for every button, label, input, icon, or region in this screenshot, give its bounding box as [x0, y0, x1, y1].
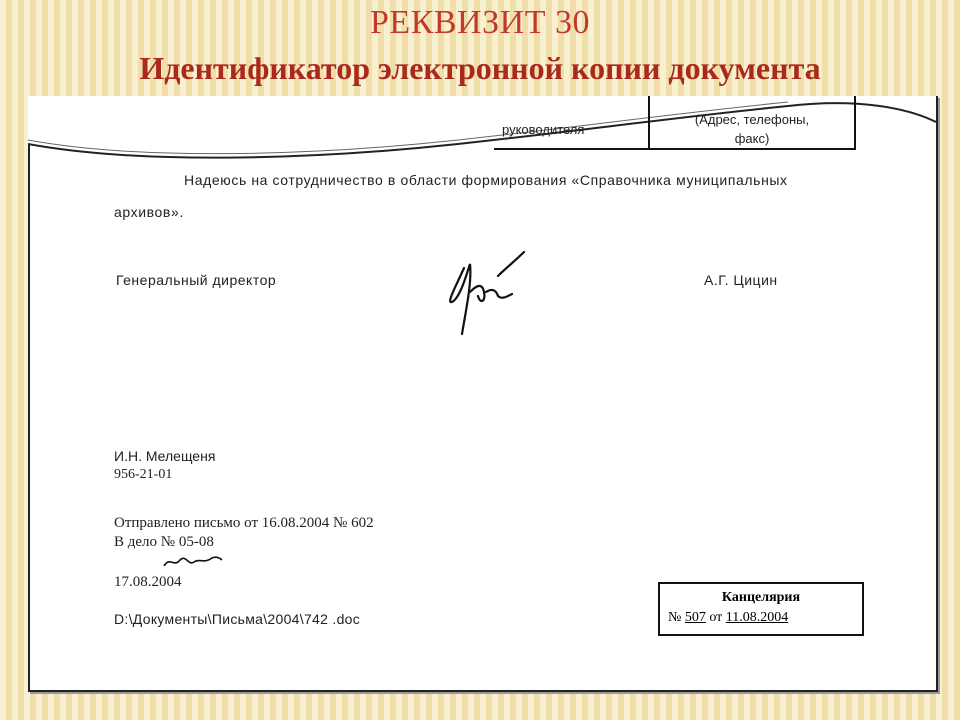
- header-cell-position: [494, 96, 650, 148]
- stamp-date: 11.08.2004: [725, 610, 789, 625]
- stamp-number: 507: [684, 610, 706, 625]
- header-cell-position-text: руководителя: [502, 122, 585, 137]
- executor-phone: 956-21-01: [114, 467, 173, 482]
- small-signature: [160, 552, 224, 572]
- header-table: [494, 96, 856, 150]
- slide-title: РЕКВИЗИТ 30: [370, 4, 590, 41]
- signer-name: А.Г. Цицин: [704, 272, 778, 288]
- document-page: [28, 96, 938, 692]
- header-cell-contacts: [654, 110, 850, 148]
- note-date: 17.08.2004: [114, 574, 182, 590]
- slide-subtitle: Идентификатор электронной копии документа: [139, 50, 821, 86]
- stamp-title: Канцелярия: [721, 590, 801, 605]
- header-contacts-line2: факс): [734, 131, 770, 146]
- letter-body-line1: Надеюсь на сотрудничество в области формирования «Справочника муниципальных: [184, 172, 788, 188]
- stamp-number-prefix: №: [668, 610, 682, 625]
- stamp-from-label: от: [709, 610, 723, 625]
- to-file-note: В дело № 05-08: [114, 534, 214, 550]
- letter-body-line2: архивов».: [114, 204, 184, 220]
- electronic-copy-identifier: D:\Документы\Письма\2004\742 .doc: [114, 611, 361, 627]
- sent-note: Отправлено письмо от 16.08.2004 № 602: [114, 515, 374, 531]
- signer-position: Генеральный директор: [116, 272, 277, 288]
- header-contacts-line1: (Адрес, телефоны,: [694, 112, 810, 127]
- handwritten-signature: [440, 246, 540, 342]
- stamp-line: [668, 610, 788, 626]
- left-border: [28, 144, 30, 690]
- registration-stamp: [658, 582, 864, 636]
- executor-name: И.Н. Мелещеня: [114, 448, 216, 464]
